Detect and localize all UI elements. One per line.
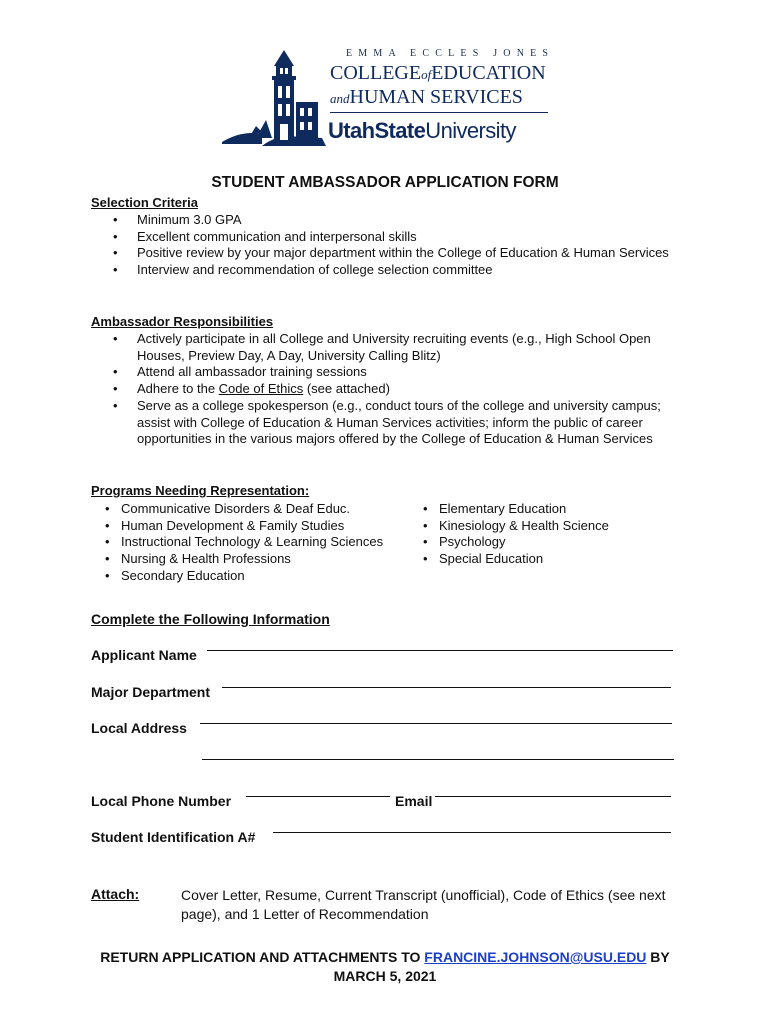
programs-heading: Programs Needing Representation: <box>91 483 310 498</box>
list-item: • Communicative Disorders & Deaf Educ. <box>91 501 391 518</box>
old-main-tower-icon <box>222 46 332 148</box>
return-instructions <box>40 948 730 986</box>
list-item: • Secondary Education <box>91 568 391 585</box>
return-email-link[interactable]: FRANCINE.JOHNSON@USU.EDU <box>424 949 647 965</box>
form-title: STUDENT AMBASSADOR APPLICATION FORM <box>211 174 559 191</box>
programs-list-left <box>91 501 391 585</box>
list-item: • Actively participate in all College and University recruiting events (e.g., High School Open Houses, Preview Day, A Day, University Calling Blitz) <box>91 331 691 364</box>
applicant-name-label: Applicant Name <box>91 647 197 663</box>
selection-criteria-heading: Selection Criteria <box>91 195 198 210</box>
list-item: • Human Development & Family Studies <box>91 518 391 535</box>
list-item: • Excellent communication and interpersonal skills <box>91 229 691 246</box>
and-word: and <box>330 91 350 106</box>
major-department-label: Major Department <box>91 684 211 700</box>
return-date: MARCH 5, 2021 <box>333 968 437 984</box>
list-item: • Attend all ambassador training sessions <box>91 364 691 381</box>
list-item: • Serve as a college spokesperson (e.g., conduct tours of the college and university campus; assist with College of Education & Human Services activities; inform the public of career opportunities in the various majors offered by the College of Education & Human Services <box>91 398 691 448</box>
university-name <box>328 118 516 144</box>
logo-divider <box>330 112 548 113</box>
list-item: • Nursing & Health Professions <box>91 551 391 568</box>
attach-label: Attach: <box>91 886 140 902</box>
code-post: (see attached) <box>303 381 390 397</box>
email-label: Email <box>395 793 433 809</box>
list-item: • Positive review by your major department within the College of Education & Human Services <box>91 245 691 262</box>
local-address-label: Local Address <box>91 720 187 736</box>
list-item: • Elementary Education <box>409 501 619 518</box>
complete-info-heading: Complete the Following Information <box>91 611 330 627</box>
attach-text: Cover Letter, Resume, Current Transcript (unofficial), Code of Ethics (see next page), and 1 Letter of Recommendation <box>181 887 666 922</box>
list-item: • Instructional Technology & Learning Sciences <box>91 534 391 551</box>
list-item: • Interview and recommendation of college selection committee <box>91 262 691 279</box>
return-post: BY <box>646 949 670 965</box>
human-services-word: HUMAN SERVICES <box>349 86 523 108</box>
major-department-field[interactable] <box>222 687 671 688</box>
local-phone-field[interactable] <box>246 796 390 797</box>
return-pre: RETURN APPLICATION AND ATTACHMENTS TO <box>100 949 425 965</box>
programs-list-right <box>409 501 619 568</box>
of-word: of <box>421 67 432 82</box>
usu-bold: UtahState <box>328 118 426 143</box>
responsibilities-heading: Ambassador Responsibilities <box>91 314 274 329</box>
list-item: • Special Education <box>409 551 619 568</box>
college-name-line2 <box>330 62 546 85</box>
list-item <box>91 381 691 398</box>
list-item: • Kinesiology & Health Science <box>409 518 619 535</box>
list-item: • Psychology <box>409 534 619 551</box>
local-address-field-line2[interactable] <box>202 759 674 760</box>
local-address-field[interactable] <box>200 723 672 724</box>
usu-regular: University <box>425 118 516 143</box>
local-phone-label: Local Phone Number <box>91 793 232 809</box>
college-name-line3 <box>330 86 523 109</box>
list-item: • Minimum 3.0 GPA <box>91 212 691 229</box>
applicant-name-field[interactable] <box>207 650 673 651</box>
education-word: EDUCATION <box>431 62 546 84</box>
responsibilities-list <box>91 331 691 448</box>
college-name-line1: EMMA ECCLES JONES <box>346 48 555 59</box>
student-id-field[interactable] <box>273 832 671 833</box>
college-logo <box>222 46 555 148</box>
email-field[interactable] <box>435 796 671 797</box>
code-pre: Adhere to the <box>137 381 219 397</box>
code-of-ethics-link[interactable]: Code of Ethics <box>218 381 304 397</box>
student-id-label: Student Identification A# <box>91 829 256 845</box>
selection-criteria-list <box>91 212 691 279</box>
college-word: COLLEGE <box>330 62 422 84</box>
